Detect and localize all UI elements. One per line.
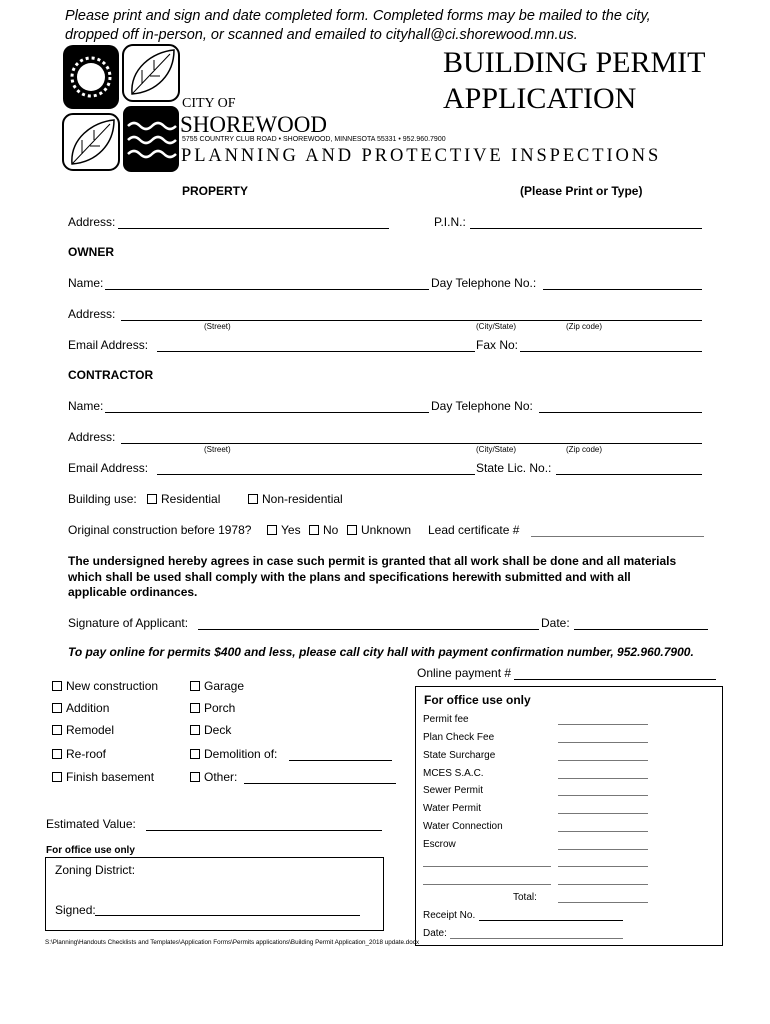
residential-option[interactable]: [147, 492, 220, 506]
receipt-field[interactable]: [479, 920, 623, 921]
work-deck[interactable]: [190, 723, 231, 737]
yes-label: Yes: [281, 523, 301, 537]
zoning-district-label: Zoning District:: [55, 863, 136, 877]
owner-heading: OWNER: [68, 245, 114, 259]
signature-date-field[interactable]: [574, 629, 708, 630]
fee-mces-sac-label: MCES S.A.C.: [423, 768, 484, 779]
contractor-street-caption: (Street): [204, 445, 231, 454]
non-residential-checkbox[interactable]: [248, 494, 258, 504]
residential-label: Residential: [161, 492, 221, 506]
work-finish-basement[interactable]: [52, 770, 154, 784]
city-logo: [62, 44, 182, 172]
owner-phone-label: Day Telephone No.:: [431, 276, 537, 290]
owner-name-label: Name:: [68, 276, 104, 290]
owner-email-field[interactable]: [157, 351, 475, 352]
fee-sewer-permit-field[interactable]: [558, 795, 648, 796]
lead-certificate-label: Lead certificate #: [428, 523, 520, 537]
yes-checkbox[interactable]: [267, 525, 277, 535]
total-field[interactable]: [558, 902, 648, 903]
property-address-field[interactable]: [118, 228, 389, 229]
owner-name-field[interactable]: [105, 289, 429, 290]
finish-basement-label: Finish basement: [66, 770, 155, 784]
fee-extra-amount-field-1[interactable]: [558, 866, 648, 867]
other-label: Other:: [204, 770, 238, 784]
office-right-box: [415, 686, 723, 946]
office-date-field[interactable]: [450, 938, 623, 939]
office-signed-label: Signed:: [55, 903, 96, 917]
estimated-value-field[interactable]: [146, 830, 382, 831]
addition-checkbox[interactable]: [52, 703, 62, 713]
other-field[interactable]: [244, 783, 396, 784]
addition-label: Addition: [66, 701, 110, 715]
property-address-label: Address:: [68, 215, 116, 229]
logo-city-name: SHOREWOOD: [180, 112, 327, 137]
form-title-line2: APPLICATION: [443, 82, 637, 115]
contractor-phone-label: Day Telephone No:: [431, 399, 533, 413]
fee-water-connection-field[interactable]: [558, 831, 648, 832]
remodel-label: Remodel: [66, 723, 115, 737]
contractor-address-label: Address:: [68, 430, 116, 444]
agreement-line3: applicable ordinances.: [68, 585, 198, 599]
pin-field[interactable]: [470, 228, 702, 229]
contractor-license-field[interactable]: [556, 474, 702, 475]
finish-basement-checkbox[interactable]: [52, 772, 62, 782]
work-new-construction[interactable]: [52, 679, 158, 693]
unknown-option[interactable]: [347, 523, 411, 537]
re-roof-label: Re-roof: [66, 747, 107, 761]
work-remodel[interactable]: [52, 723, 114, 737]
unknown-checkbox[interactable]: [347, 525, 357, 535]
online-payment-note: To pay online for permits $400 and less, please call city hall with payment confirmation number, 952.960.7900.: [68, 645, 694, 659]
print-note: (Please Print or Type): [520, 184, 643, 198]
no-option[interactable]: [309, 523, 338, 537]
contractor-name-field[interactable]: [105, 412, 429, 413]
demolition-field[interactable]: [289, 760, 392, 761]
work-garage[interactable]: [190, 679, 244, 693]
contractor-address-field[interactable]: [121, 443, 702, 444]
no-label: No: [323, 523, 339, 537]
contractor-heading: CONTRACTOR: [68, 368, 154, 382]
agreement-line2: which shall be used shall comply with the plans and specifications herewith submitted and with all: [68, 570, 631, 584]
yes-option[interactable]: [267, 523, 301, 537]
fee-plan-check-label: Plan Check Fee: [423, 732, 495, 743]
owner-fax-label: Fax No:: [476, 338, 519, 352]
receipt-label: Receipt No.: [423, 910, 476, 921]
non-residential-option[interactable]: [248, 492, 343, 506]
owner-address-field[interactable]: [121, 320, 702, 321]
pin-label: P.I.N.:: [434, 215, 466, 229]
office-right-heading: For office use only: [424, 693, 531, 707]
new-construction-checkbox[interactable]: [52, 681, 62, 691]
department-name: PLANNING AND PROTECTIVE INSPECTIONS: [181, 146, 662, 166]
other-checkbox[interactable]: [190, 772, 200, 782]
contractor-phone-field[interactable]: [539, 412, 702, 413]
no-checkbox[interactable]: [309, 525, 319, 535]
signature-label: Signature of Applicant:: [68, 616, 189, 630]
online-payment-field[interactable]: [514, 679, 716, 680]
office-date-label: Date:: [423, 928, 447, 939]
demolition-checkbox[interactable]: [190, 749, 200, 759]
fee-state-surcharge-field[interactable]: [558, 760, 648, 761]
contractor-license-label: State Lic. No.:: [476, 461, 552, 475]
porch-checkbox[interactable]: [190, 703, 200, 713]
owner-address-label: Address:: [68, 307, 116, 321]
header-note-line2: dropped off in-person, or scanned and emailed to cityhall@ci.shorewood.mn.us.: [65, 27, 578, 43]
fee-extra-label-field-2[interactable]: [423, 884, 551, 885]
garage-label: Garage: [204, 679, 245, 693]
total-label: Total:: [513, 892, 537, 903]
agreement-line1: The undersigned hereby agrees in case such permit is granted that all work shall be done and all materials: [68, 554, 677, 568]
owner-phone-field[interactable]: [543, 289, 702, 290]
non-residential-label: Non-residential: [262, 492, 343, 506]
contractor-name-label: Name:: [68, 399, 104, 413]
unknown-label: Unknown: [361, 523, 412, 537]
owner-zip-caption: (Zip code): [566, 322, 603, 331]
porch-label: Porch: [204, 701, 236, 715]
building-use-label: Building use:: [68, 492, 137, 506]
contractor-citystate-caption: (City/State): [476, 445, 517, 454]
demolition-label: Demolition of:: [204, 747, 278, 761]
fee-state-surcharge-label: State Surcharge: [423, 750, 496, 761]
remodel-checkbox[interactable]: [52, 725, 62, 735]
owner-citystate-caption: (City/State): [476, 322, 517, 331]
deck-label: Deck: [204, 723, 232, 737]
office-left-heading: For office use only: [46, 845, 135, 856]
work-porch[interactable]: [190, 701, 235, 715]
fee-permit-field[interactable]: [558, 724, 648, 725]
garage-checkbox[interactable]: [190, 681, 200, 691]
residential-checkbox[interactable]: [147, 494, 157, 504]
fee-extra-label-field-1[interactable]: [423, 866, 551, 867]
property-heading: PROPERTY: [182, 184, 249, 198]
owner-street-caption: (Street): [204, 322, 231, 331]
contractor-email-field[interactable]: [157, 474, 475, 475]
fee-plan-check-field[interactable]: [558, 742, 648, 743]
lead-certificate-field[interactable]: [531, 536, 704, 537]
fee-extra-amount-field-2[interactable]: [558, 884, 648, 885]
owner-email-label: Email Address:: [68, 338, 149, 352]
file-path-footer: S:\Planning\Handouts Checklists and Templates\Application Forms\Permits applications\Building Permit Application_2018 update.docx: [45, 939, 420, 946]
fee-escrow-label: Escrow: [423, 839, 456, 850]
fee-sewer-permit-label: Sewer Permit: [423, 785, 484, 796]
online-payment-label: Online payment #: [417, 666, 512, 680]
logo-city-of: CITY OF: [182, 96, 236, 111]
logo-address: 5755 COUNTRY CLUB ROAD • SHOREWOOD, MINNESOTA 55331 • 952.960.7900: [182, 136, 446, 143]
fee-water-permit-label: Water Permit: [423, 803, 481, 814]
signature-field[interactable]: [198, 629, 539, 630]
work-addition[interactable]: [52, 701, 109, 715]
fee-water-connection-label: Water Connection: [423, 821, 503, 832]
new-construction-label: New construction: [66, 679, 159, 693]
work-re-roof[interactable]: [52, 747, 106, 761]
estimated-value-label: Estimated Value:: [46, 817, 136, 831]
owner-fax-field[interactable]: [520, 351, 702, 352]
signature-date-label: Date:: [541, 616, 570, 630]
fee-mces-sac-field[interactable]: [558, 778, 648, 779]
fee-permit-label: Permit fee: [423, 714, 469, 725]
work-demolition[interactable]: [190, 747, 277, 761]
deck-checkbox[interactable]: [190, 725, 200, 735]
work-other[interactable]: [190, 770, 237, 784]
office-signed-field[interactable]: [95, 915, 360, 916]
construction-1978-label: Original construction before 1978?: [68, 523, 252, 537]
contractor-email-label: Email Address:: [68, 461, 149, 475]
form-title-line1: BUILDING PERMIT: [443, 46, 706, 79]
fee-escrow-field[interactable]: [558, 849, 648, 850]
re-roof-checkbox[interactable]: [52, 749, 62, 759]
fee-water-permit-field[interactable]: [558, 813, 648, 814]
header-note-line1: Please print and sign and date completed form. Completed forms may be mailed to the city,: [65, 8, 651, 24]
contractor-zip-caption: (Zip code): [566, 445, 603, 454]
